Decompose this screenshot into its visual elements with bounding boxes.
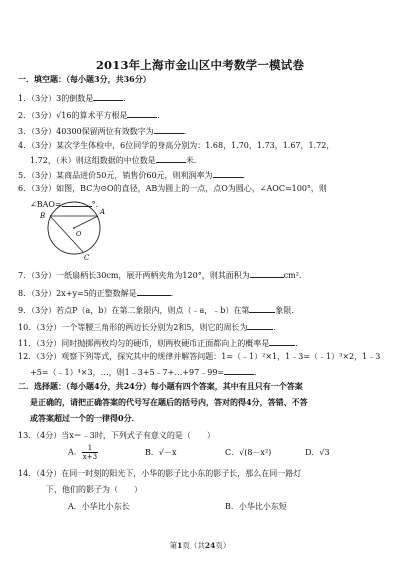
question-1-text: 1．（3分）3的倒数是 bbox=[18, 94, 94, 103]
answer-blank bbox=[156, 153, 186, 163]
question-1: 1．（3分）3的倒数是 ． bbox=[18, 91, 131, 104]
fraction-denominator: x+3 bbox=[82, 453, 98, 461]
question-14-line2: 下，他们的影子为（ ） bbox=[46, 485, 142, 494]
question-8: 8．（3分）2x+y=5的正整数解是 ． bbox=[18, 286, 179, 299]
footer-page-number: 1 bbox=[177, 541, 183, 550]
answer-blank bbox=[249, 303, 275, 313]
question-7-unit: cm². bbox=[283, 271, 302, 280]
answer-blank bbox=[127, 108, 157, 118]
question-7 bbox=[18, 268, 302, 281]
question-9-text: 9．（3分）若点P（a，b）在第二象限内，则点（﹣a，﹣b）在第 bbox=[18, 306, 250, 315]
footer-total-pages: 24 bbox=[204, 541, 216, 550]
question-10: 10．（3分）一个等腰三角形的两边长分别为2和5，则它的周长为 ． bbox=[18, 320, 281, 333]
answer-blank bbox=[93, 91, 123, 101]
question-4-line2 bbox=[30, 153, 202, 166]
question-12-line2: +5=（﹣1）⁴×3，…，则1﹣3+5﹣7+…+97﹣99= ． bbox=[30, 365, 262, 378]
choice-13a bbox=[68, 444, 98, 461]
question-11-text: 11．（3分）同时抛掷两枚均匀的硬币，则两枚硬币正面都向上的概率是 bbox=[18, 339, 270, 348]
question-4-unit: 米． bbox=[185, 156, 202, 165]
question-5-text: 5．（3分）某商品进价50元，销售价60元，则利润率为 bbox=[18, 171, 213, 180]
question-8-text: 8．（3分）2x+y=5的正整数解是 bbox=[18, 289, 137, 298]
answer-blank bbox=[224, 365, 254, 375]
choice-14b: B．小华比小东短 bbox=[225, 502, 287, 511]
circle-diagram bbox=[28, 194, 118, 260]
choice-13d: D．√3 bbox=[305, 448, 330, 457]
answer-blank bbox=[213, 168, 243, 178]
label-o: O bbox=[76, 230, 82, 238]
page-footer bbox=[0, 540, 400, 551]
label-b: B bbox=[40, 212, 46, 220]
choice-13b: B．√－x bbox=[145, 448, 177, 457]
answer-blank bbox=[247, 320, 273, 330]
answer-blank bbox=[269, 336, 295, 346]
question-12-line1: 12．（3分）观察下列等式，探究其中的规律并解答问题：1=（﹣1）²×1，1﹣3=（﹣1）³×2，1﹣3 bbox=[18, 352, 381, 361]
question-3: 3．（3分）40300保留两位有效数字为 ． bbox=[18, 124, 192, 137]
question-3-text: 3．（3分）40300保留两位有效数字为 bbox=[18, 127, 154, 136]
section2-heading-line3: 或答案超过一个的一律得0分． bbox=[30, 413, 140, 423]
question-6-line1: 6．（3分）如图，BC为⊙O的直径，AB为圆上的一点，点O为圆心，∠AOC=100°，则 bbox=[18, 184, 327, 193]
fraction-numerator: 1 bbox=[82, 444, 98, 453]
page-title: 2013年上海市金山区中考数学一模试卷 bbox=[95, 58, 305, 72]
label-c: C bbox=[84, 254, 90, 260]
choice-13a-label: A． bbox=[68, 447, 82, 457]
question-9 bbox=[18, 303, 299, 316]
question-12-text: +5=（﹣1）⁴×3，…，则1﹣3+5﹣7+…+97﹣99= bbox=[30, 368, 225, 377]
question-11: 11．（3分）同时抛掷两枚均匀的硬币，则两枚硬币正面都向上的概率是 ． bbox=[18, 336, 303, 349]
choice-14a: A．小华比小东长 bbox=[68, 502, 130, 511]
section1-heading: 一．填空题：（每小题3分，共36分） bbox=[18, 74, 151, 84]
radius-oa bbox=[74, 216, 98, 228]
footer-prefix: 第 bbox=[169, 541, 178, 550]
footer-suffix: 页） bbox=[215, 541, 231, 550]
answer-blank bbox=[137, 286, 171, 296]
question-6-unit: °． bbox=[91, 200, 104, 209]
fraction bbox=[82, 444, 98, 461]
question-5: 5．（3分）某商品进价50元，销售价60元，则利润率为 ． bbox=[18, 168, 251, 181]
question-13: 13．（4分）当x＝﹣3时，下列式子有意义的是（ ） bbox=[18, 431, 215, 440]
question-9-tail: 象限． bbox=[275, 306, 300, 315]
question-2-text: 2．（3分）√16的算术平方根是 bbox=[18, 111, 128, 120]
question-14-line1: 14．（4分）在同一时刻的阳光下，小华的影子比小东的影子长，那么在同一路灯 bbox=[18, 469, 302, 478]
question-10-text: 10．（3分）一个等腰三角形的两边长分别为2和5，则它的周长为 bbox=[18, 323, 248, 332]
question-4-line1: 4．（3分）某次学生体检中，6位同学的身高分别为：1.68，1.70，1.73，1.67，1.72， bbox=[18, 141, 335, 150]
question-6-text: ∠BAO= bbox=[30, 200, 62, 209]
label-a: A bbox=[100, 208, 106, 216]
section2-heading-line2: 是正确的，请把正确答案的代号写在题后的括号内，答对的得4分，答错、不答 bbox=[30, 397, 308, 407]
answer-blank bbox=[154, 124, 184, 134]
section2-heading-line1: 二．选择题：（每小题4分，共24分）每小题有四个答案，其中有且只有一个答案 bbox=[18, 381, 303, 391]
question-2: 2．（3分）√16的算术平方根是 ． bbox=[18, 108, 165, 121]
footer-mid: 页（共 bbox=[182, 541, 205, 550]
choice-13c: C．√(8－x²) bbox=[225, 448, 272, 457]
question-7-text: 7．（3分）一纸扇柄长30cm，展开两柄夹角为120°，则其面积为 bbox=[18, 271, 250, 280]
question-4-text: 1.72，（米）则这组数据的中位数是 bbox=[30, 156, 156, 165]
answer-blank bbox=[250, 268, 284, 278]
center-point bbox=[73, 227, 75, 229]
